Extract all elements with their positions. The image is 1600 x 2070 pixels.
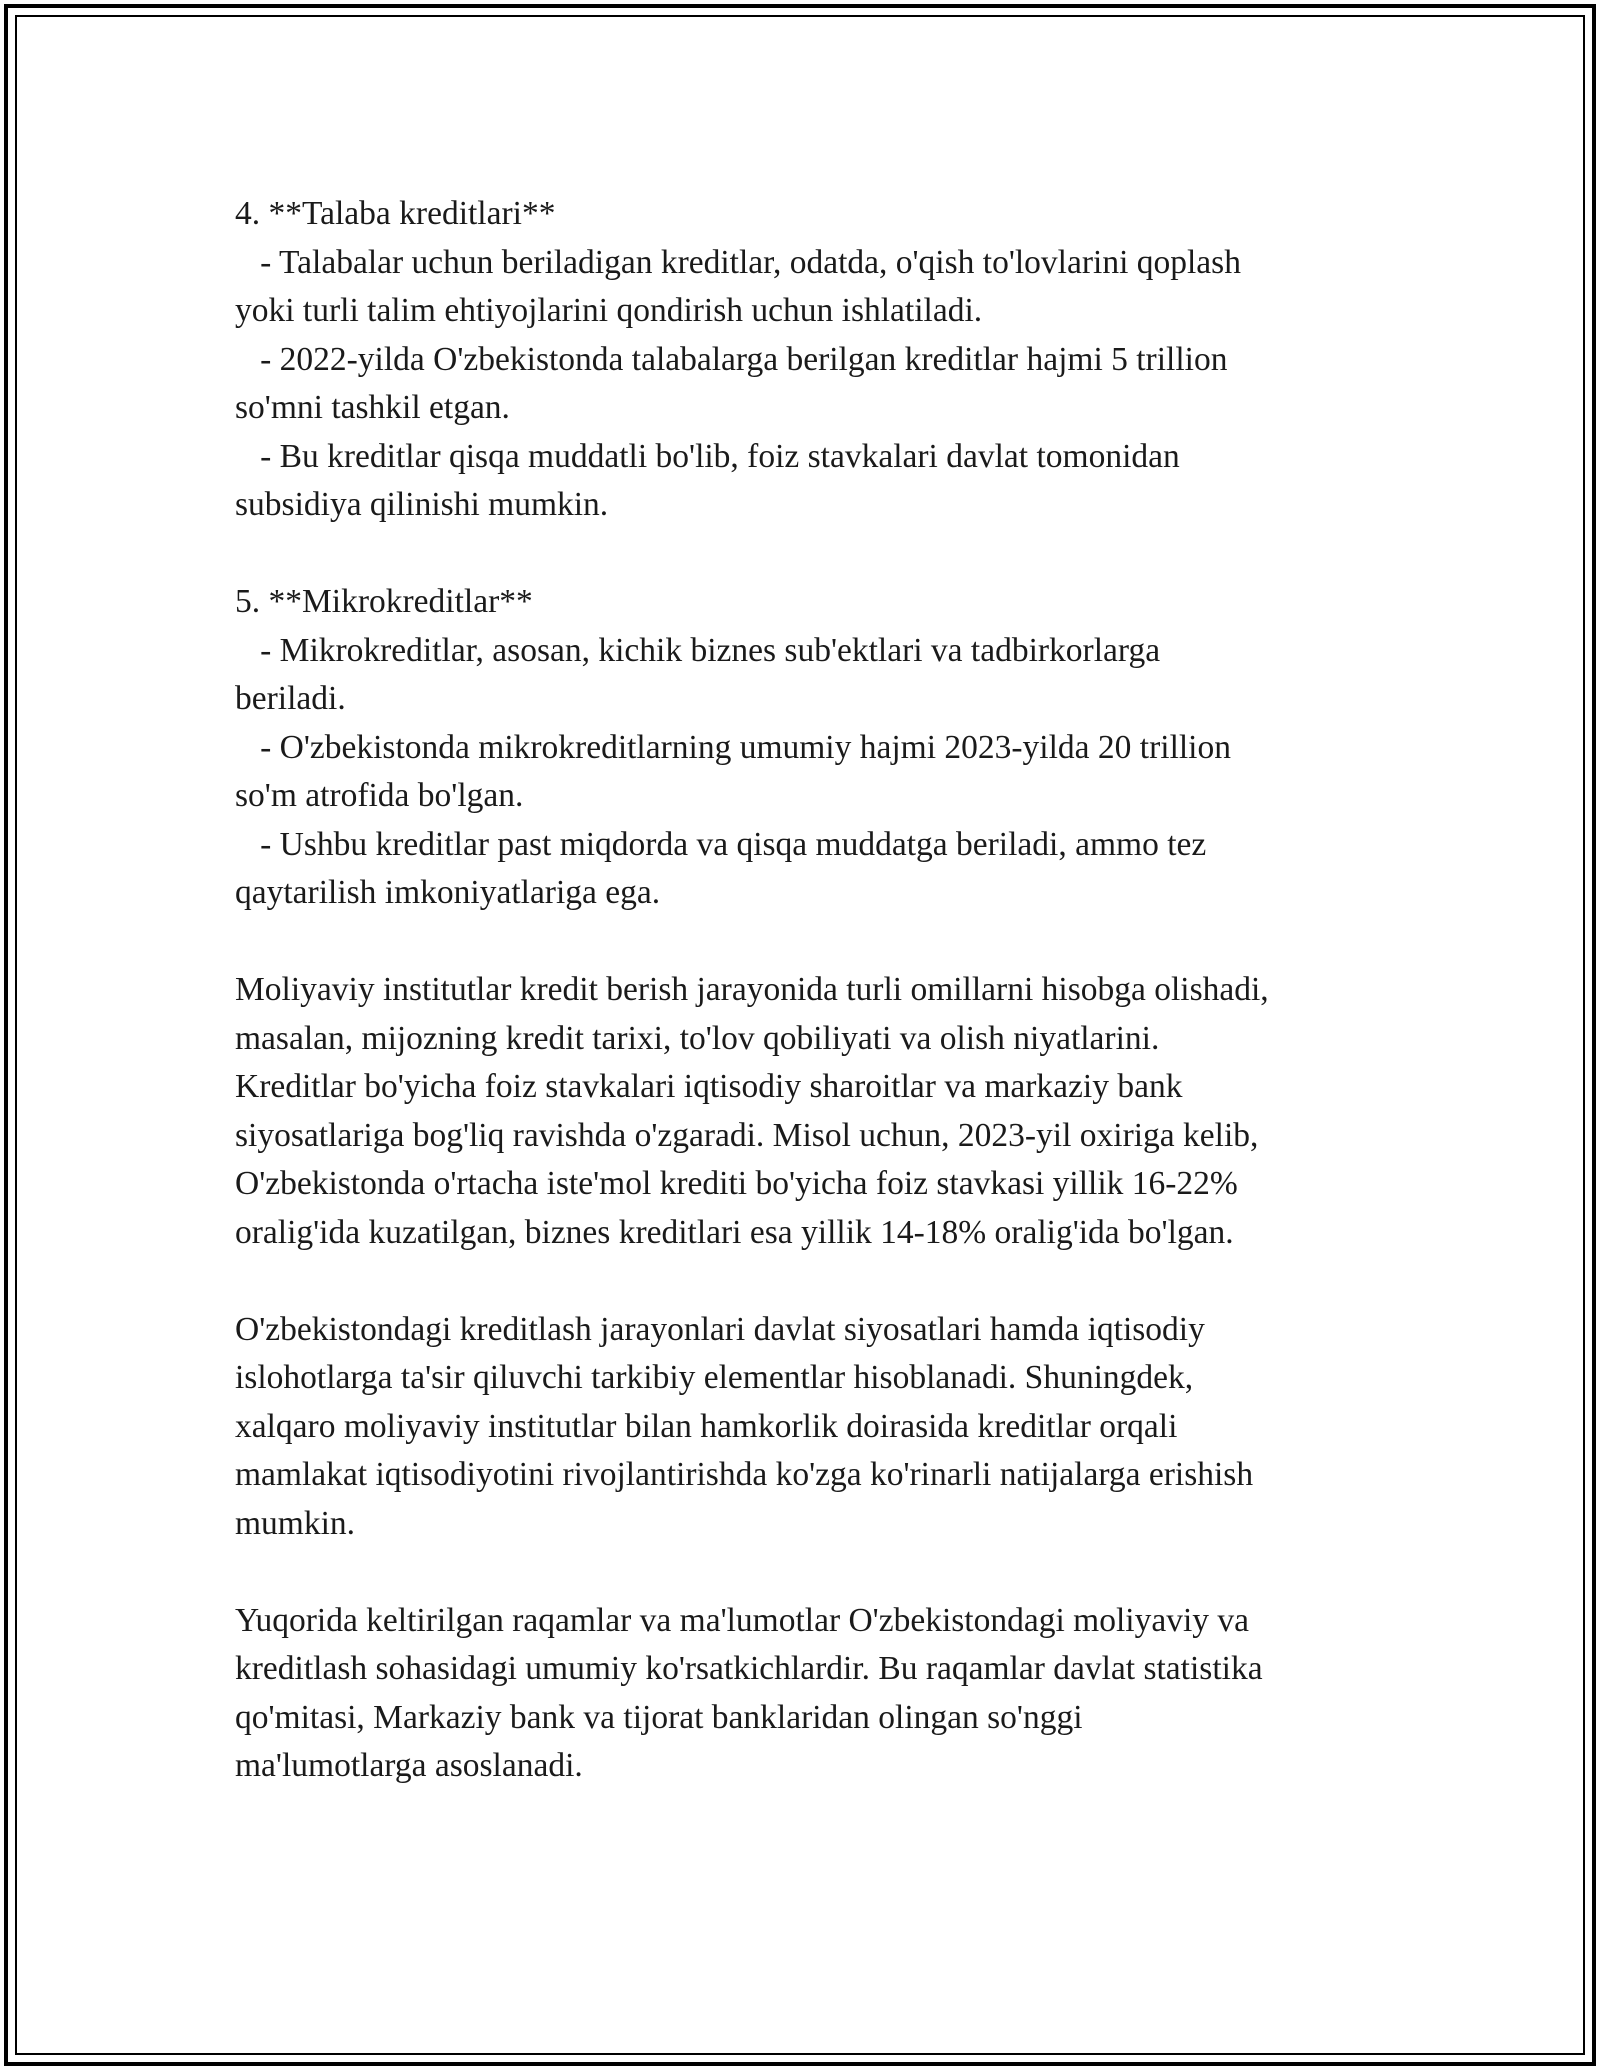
section-heading: 5. **Mikrokreditlar** — [235, 583, 533, 620]
text-line: O'zbekistonda o'rtacha iste'mol krediti bo'yicha foiz stavkasi yillik 16-22% — [235, 1165, 1238, 1202]
section-student-loans — [235, 190, 1375, 530]
section-microloans — [235, 578, 1375, 918]
text-line: mamlakat iqtisodiyotini rivojlantirishda ko'zga ko'rinarli natijalarga erishish — [235, 1456, 1254, 1493]
text-line: - Talabalar uchun beriladigan kreditlar, odatda, o'qish to'lovlarini qoplash — [235, 243, 1241, 281]
text-line: islohotlarga ta'sir qiluvchi tarkibiy elementlar hisoblanadi. Shuningdek, — [235, 1359, 1194, 1396]
text-line: - 2022-yilda O'zbekistonda talabalarga berilgan kreditlar hajmi 5 trillion — [235, 340, 1228, 378]
paragraph-sources — [235, 1597, 1375, 1791]
text-line: subsidiya qilinishi mumkin. — [235, 486, 609, 523]
paragraph-gap — [235, 1548, 1375, 1597]
paragraph-gap — [235, 1257, 1375, 1306]
text-line: - Mikrokreditlar, asosan, kichik biznes sub'ektlari va tadbirkorlarga — [235, 631, 1161, 669]
text-line: xalqaro moliyaviy institutlar bilan hamkorlik doirasida kreditlar orqali — [235, 1407, 1178, 1445]
text-line: oralig'ida kuzatilgan, biznes kreditlari esa yillik 14-18% oralig'ida bo'lgan. — [235, 1213, 1234, 1251]
text-line: ma'lumotlarga asoslanadi. — [235, 1747, 583, 1784]
text-line: - Ushbu kreditlar past miqdorda va qisqa muddatga beriladi, ammo tez — [235, 825, 1207, 863]
text-line: - Bu kreditlar qisqa muddatli bo'lib, foiz stavkalari davlat tomonidan — [235, 437, 1180, 475]
text-line: mumkin. — [235, 1504, 356, 1542]
paragraph-gap — [235, 918, 1375, 967]
paragraph-gap — [235, 530, 1375, 579]
text-line: siyosatlariga bog'liq ravishda o'zgaradi. Misol uchun, 2023-yil oxiriga kelib, — [235, 1116, 1259, 1154]
text-line: O'zbekistondagi kreditlash jarayonlari davlat siyosatlari hamda iqtisodiy — [235, 1310, 1205, 1348]
text-line: qo'mitasi, Markaziy bank va tijorat banklaridan olingan so'nggi — [235, 1698, 1083, 1736]
text-line: masalan, mijozning kredit tarixi, to'lov qobiliyati va olish niyatlarini. — [235, 1019, 1160, 1057]
text-line: - O'zbekistonda mikrokreditlarning umumiy hajmi 2023-yilda 20 trillion — [235, 728, 1231, 766]
text-line: qaytarilish imkoniyatlariga ega. — [235, 874, 661, 911]
text-line: kreditlash sohasidagi umumiy ko'rsatkichlardir. Bu raqamlar davlat statistika — [235, 1650, 1263, 1687]
text-line: yoki turli talim ehtiyojlarini qondirish uchun ishlatiladi. — [235, 292, 983, 329]
section-heading: 4. **Talaba kreditlari** — [235, 195, 556, 232]
text-line: Moliyaviy institutlar kredit berish jarayonida turli omillarni hisobga olishadi, — [235, 971, 1269, 1008]
paragraph-interest-rates — [235, 966, 1375, 1257]
text-line: so'm atrofida bo'lgan. — [235, 777, 524, 814]
text-line: so'mni tashkil etgan. — [235, 389, 510, 426]
text-line: Kreditlar bo'yicha foiz stavkalari iqtisodiy sharoitlar va markaziy bank — [235, 1068, 1183, 1105]
text-line: Yuqorida keltirilgan raqamlar va ma'lumotlar O'zbekistondagi moliyaviy va — [235, 1601, 1249, 1639]
text-line: beriladi. — [235, 680, 346, 717]
document-body — [235, 190, 1375, 1791]
paragraph-lending-policy — [235, 1306, 1375, 1549]
